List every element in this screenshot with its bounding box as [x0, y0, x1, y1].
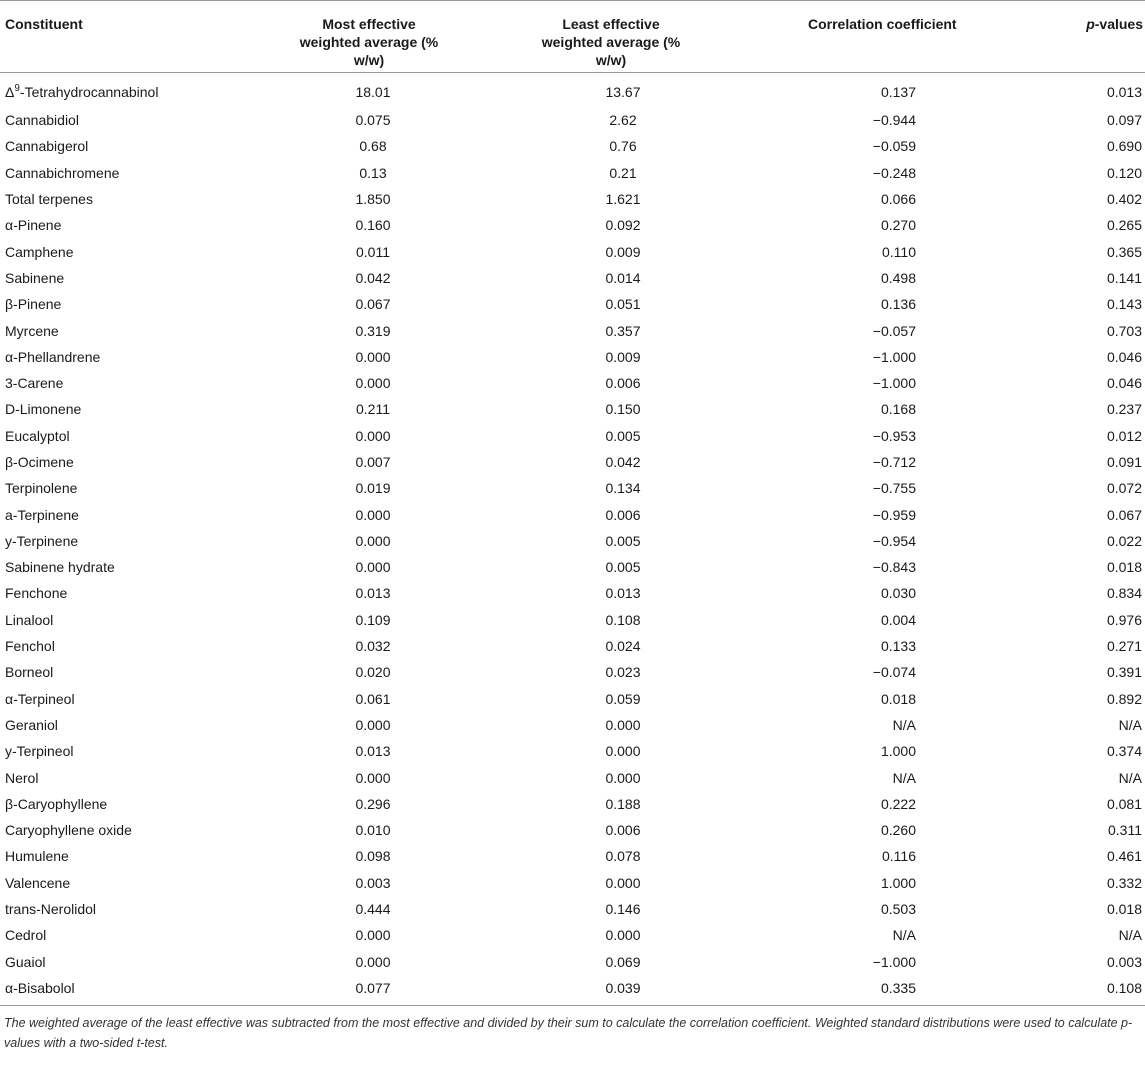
cell-most-effective: 0.003: [355, 874, 391, 891]
cell-p-value: 0.141: [1106, 269, 1142, 286]
cell-constituent: Myrcene: [5, 322, 59, 339]
cell-p-value: 0.013: [1106, 84, 1142, 100]
cell-correlation: 0.116: [882, 848, 916, 865]
cell-p-value: 0.143: [1106, 296, 1142, 313]
cell-constituent: α-Terpineol: [5, 690, 75, 707]
cell-constituent: Camphene: [5, 243, 74, 260]
table-row: [0, 922, 1145, 948]
cell-p-value: 0.046: [1106, 348, 1142, 365]
cell-p-value: 0.237: [1106, 401, 1142, 418]
table-row: [0, 186, 1145, 212]
cell-least-effective: 0.023: [605, 664, 641, 681]
cell-least-effective: 0.000: [605, 716, 641, 733]
cell-least-effective: 2.62: [609, 112, 637, 129]
cell-most-effective: 0.077: [248, 975, 488, 1006]
cell-most-effective: 0.042: [355, 269, 391, 286]
cell-most-effective: 0.075: [355, 112, 391, 129]
cell-constituent: a-Terpinene: [5, 506, 79, 523]
cell-least-effective: 0.024: [605, 638, 641, 655]
cell-correlation: 0.030: [880, 585, 916, 602]
cell-least-effective: 0.009: [605, 243, 641, 260]
cell-most-effective: 0.098: [355, 848, 391, 865]
cell-p-value: 0.018: [1106, 559, 1142, 576]
table-row: [0, 344, 1145, 370]
cell-correlation: 0.270: [880, 217, 916, 234]
table-row: [0, 238, 1145, 264]
table-row: [0, 370, 1145, 396]
table-row: [0, 791, 1145, 817]
cell-constituent: Geraniol: [5, 716, 58, 733]
cell-least-effective: 0.014: [605, 269, 641, 286]
cell-correlation: −0.712: [872, 454, 916, 470]
cell-most-effective: 0.032: [355, 638, 391, 655]
cell-p-value: 0.690: [1106, 138, 1142, 155]
cell-most-effective: 0.13: [359, 164, 387, 181]
cell-correlation: 0.503: [880, 901, 916, 918]
table-row: [0, 817, 1145, 843]
cell-correlation: N/A: [892, 716, 916, 733]
cell-p-value: 0.081: [1106, 795, 1142, 812]
header-correlation: Correlation coefficient: [738, 1, 958, 73]
cell-constituent: Fenchol: [5, 638, 55, 655]
cell-constituent: Eucalyptol: [5, 427, 70, 444]
cell-p-value: 0.108: [958, 975, 1145, 1006]
cell-least-effective: 0.078: [605, 848, 641, 865]
cell-most-effective: 0.296: [355, 795, 391, 812]
cell-most-effective: 0.319: [355, 322, 391, 339]
cell-least-effective: 0.357: [605, 322, 641, 339]
cell-most-effective: 0.000: [355, 427, 391, 444]
cell-least-effective: 0.134: [605, 480, 641, 497]
cell-p-value: 0.271: [1106, 638, 1142, 655]
cell-constituent: α-Pinene: [5, 217, 62, 234]
cell-correlation: 0.498: [880, 269, 916, 286]
cell-constituent: Sabinene: [5, 269, 65, 286]
cell-correlation: 0.168: [880, 401, 916, 418]
cell-constituent: Valencene: [5, 874, 71, 891]
cell-least-effective: 0.009: [605, 348, 641, 365]
cell-most-effective: 0.020: [355, 664, 391, 681]
cell-least-effective: 0.000: [605, 927, 641, 944]
cell-most-effective: 0.000: [355, 769, 391, 786]
cell-constituent: Total terpenes: [5, 191, 93, 208]
table-row: [0, 686, 1145, 712]
table-row: [0, 712, 1145, 738]
cell-correlation: −0.944: [872, 112, 916, 129]
table-row: [0, 949, 1145, 975]
cell-p-value: 0.067: [1106, 506, 1142, 523]
cell-correlation: −0.074: [872, 664, 916, 681]
cell-least-effective: 0.150: [605, 401, 641, 418]
cell-least-effective: 0.005: [605, 532, 641, 549]
cell-constituent: β-Ocimene: [5, 454, 74, 470]
table-row: [0, 764, 1145, 790]
cell-most-effective: 0.010: [355, 822, 391, 839]
cell-constituent: 3-Carene: [5, 375, 64, 392]
cell-p-value: 0.365: [1106, 243, 1142, 260]
table-row: [0, 554, 1145, 580]
cell-correlation: −1.000: [872, 375, 916, 392]
cell-correlation: 0.004: [880, 611, 916, 628]
header-p-values: p-values: [958, 1, 1145, 73]
cell-correlation: 0.260: [880, 822, 916, 839]
cell-least-effective: 13.67: [605, 84, 641, 100]
table-row: [0, 738, 1145, 764]
cell-correlation: −0.057: [872, 322, 916, 339]
cell-constituent: Caryophyllene oxide: [5, 822, 132, 839]
cell-correlation: 0.137: [880, 84, 916, 100]
cell-constituent: β-Pinene: [5, 296, 62, 313]
cell-constituent: Terpinolene: [5, 480, 78, 497]
cell-p-value: 0.046: [1106, 375, 1142, 392]
cell-constituent: α-Bisabolol: [0, 975, 248, 1006]
table-row: [0, 133, 1145, 159]
cell-correlation: 0.018: [880, 690, 916, 707]
cell-least-effective: 0.005: [605, 427, 641, 444]
cell-least-effective: 0.069: [605, 953, 641, 970]
header-row: [0, 1, 1145, 73]
cell-p-value: 0.072: [1106, 480, 1142, 497]
cell-least-effective: 0.092: [605, 217, 641, 234]
cell-least-effective: 0.005: [605, 559, 641, 576]
cell-most-effective: 0.160: [355, 217, 391, 234]
cell-least-effective: 0.059: [605, 690, 641, 707]
cell-constituent: y-Terpinene: [5, 532, 79, 549]
cell-least-effective: 0.013: [605, 585, 641, 602]
cell-correlation: 0.335: [738, 975, 958, 1006]
cell-most-effective: 0.000: [355, 506, 391, 523]
cell-p-value: 0.461: [1106, 848, 1142, 865]
table-row: [0, 843, 1145, 869]
cell-p-value: 0.834: [1106, 585, 1142, 602]
cell-correlation: N/A: [892, 927, 916, 944]
cell-p-value: 0.003: [1106, 953, 1142, 970]
cell-least-effective: 0.006: [605, 506, 641, 523]
cell-most-effective: 0.211: [356, 401, 390, 418]
cell-correlation: −0.843: [872, 559, 916, 576]
table-row: [0, 265, 1145, 291]
table-row: [0, 975, 1145, 1006]
cell-constituent: Guaiol: [5, 953, 46, 970]
cell-least-effective: 0.042: [605, 454, 641, 470]
cell-least-effective: 1.621: [605, 191, 641, 208]
table-footnote: The weighted average of the least effective was subtracted from the most effective and divided by their sum to calculate the correlation coefficient. Weighted standard distributions were used to calculate p-values with a two-sided t-test.: [4, 1016, 1133, 1051]
table-row: [0, 160, 1145, 186]
cell-most-effective: 0.000: [355, 348, 391, 365]
cell-least-effective: 0.188: [605, 795, 641, 812]
cell-constituent: Humulene: [5, 848, 69, 865]
cell-least-effective: 0.000: [605, 769, 641, 786]
cell-least-effective: 0.006: [605, 375, 641, 392]
cell-p-value: 0.097: [1106, 112, 1142, 129]
table-row: [0, 475, 1145, 501]
table-row: [0, 396, 1145, 422]
cell-p-value: 0.022: [1106, 532, 1142, 549]
cell-p-value: 0.265: [1106, 217, 1142, 234]
cell-p-value: 0.976: [1106, 611, 1142, 628]
table-row: [0, 896, 1145, 922]
cell-most-effective: 0.013: [355, 743, 391, 760]
cell-constituent: Nerol: [5, 769, 39, 786]
cell-correlation: 1.000: [880, 874, 916, 891]
header-most-effective: Most effective weighted average (% w/w): [248, 1, 488, 73]
cell-correlation: −0.954: [872, 532, 916, 549]
cell-constituent: trans-Nerolidol: [5, 901, 97, 918]
table-row: [0, 73, 1145, 108]
cell-least-effective: 0.051: [605, 296, 641, 313]
cell-most-effective: 0.013: [355, 585, 391, 602]
cell-least-effective: 0.006: [605, 822, 641, 839]
cell-correlation: 1.000: [880, 743, 916, 760]
cell-least-effective: 0.21: [609, 164, 637, 181]
cell-correlation: −0.755: [872, 480, 916, 497]
cell-most-effective: 0.000: [355, 953, 391, 970]
cell-most-effective: 1.850: [355, 191, 391, 208]
cell-correlation: −0.953: [872, 427, 916, 444]
cell-p-value: N/A: [1118, 769, 1142, 786]
cell-least-effective: 0.000: [605, 874, 641, 891]
table-row: [0, 659, 1145, 685]
cell-least-effective: 0.039: [488, 975, 738, 1006]
table-row: [0, 501, 1145, 527]
cell-p-value: 0.391: [1106, 664, 1142, 681]
cell-p-value: 0.091: [1106, 454, 1142, 470]
cell-most-effective: 0.007: [355, 454, 391, 470]
cell-constituent: Fenchone: [5, 585, 68, 602]
table-row: [0, 423, 1145, 449]
table-row: [0, 607, 1145, 633]
cell-correlation: −1.000: [872, 348, 916, 365]
cell-correlation: 0.133: [880, 638, 916, 655]
cell-p-value: 0.012: [1106, 427, 1142, 444]
table-row: [0, 107, 1145, 133]
cell-p-value: 0.311: [1108, 822, 1142, 839]
cell-most-effective: 0.019: [355, 480, 391, 497]
cell-most-effective: 0.000: [355, 716, 391, 733]
cell-p-value: N/A: [1118, 927, 1142, 944]
cell-most-effective: 0.067: [355, 296, 391, 313]
cell-correlation: 0.222: [880, 795, 916, 812]
table-row: [0, 870, 1145, 896]
table-row: [0, 528, 1145, 554]
cell-most-effective: 0.109: [355, 611, 391, 628]
cell-correlation: −0.059: [872, 138, 916, 155]
cell-constituent: Linalool: [5, 611, 54, 628]
cell-most-effective: 0.000: [355, 927, 391, 944]
cell-p-value: 0.374: [1106, 743, 1142, 760]
cell-correlation: 0.136: [880, 296, 916, 313]
cell-most-effective: 0.061: [355, 690, 391, 707]
cell-correlation: −1.000: [872, 953, 916, 970]
cell-constituent: β-Caryophyllene: [5, 795, 108, 812]
table-row: [0, 449, 1145, 475]
cell-constituent: y-Terpineol: [5, 743, 74, 760]
cell-p-value: N/A: [1118, 716, 1142, 733]
cell-most-effective: 0.68: [359, 138, 387, 155]
table-row: [0, 317, 1145, 343]
cell-constituent: Cannabichromene: [5, 164, 120, 181]
cell-p-value: 0.703: [1106, 322, 1142, 339]
table-header: [0, 1, 1145, 73]
cell-correlation: 0.110: [882, 243, 916, 260]
table-body: [0, 73, 1145, 1006]
table-row: [0, 633, 1145, 659]
cell-p-value: 0.120: [1106, 164, 1142, 181]
cell-correlation: −0.248: [872, 164, 916, 181]
cell-correlation: −0.959: [872, 506, 916, 523]
cell-constituent: Cannabidiol: [5, 112, 79, 129]
cell-most-effective: 0.000: [355, 375, 391, 392]
cell-constituent: Borneol: [5, 664, 54, 681]
cell-p-value: 0.018: [1106, 901, 1142, 918]
table-row: [0, 291, 1145, 317]
cell-most-effective: 18.01: [355, 84, 391, 100]
cell-constituent: α-Phellandrene: [5, 348, 101, 365]
cell-correlation: N/A: [892, 769, 916, 786]
cell-p-value: 0.402: [1106, 191, 1142, 208]
table-row: [0, 212, 1145, 238]
cell-least-effective: 0.146: [605, 901, 641, 918]
cell-least-effective: 0.76: [609, 138, 637, 155]
header-least-effective: Least effective weighted average (% w/w): [488, 1, 738, 73]
cell-constituent: Cedrol: [5, 927, 47, 944]
table-row: [0, 580, 1145, 606]
cell-correlation: 0.066: [880, 191, 916, 208]
cell-least-effective: 0.000: [605, 743, 641, 760]
cell-p-value: 0.332: [1106, 874, 1142, 891]
cell-p-value: 0.892: [1106, 690, 1142, 707]
cell-most-effective: 0.444: [355, 901, 391, 918]
cell-most-effective: 0.000: [355, 559, 391, 576]
cell-least-effective: 0.108: [605, 611, 641, 628]
cell-constituent: Sabinene hydrate: [5, 559, 115, 576]
cell-most-effective: 0.000: [355, 532, 391, 549]
cell-constituent: D-Limonene: [5, 401, 82, 418]
cell-constituent: Cannabigerol: [5, 138, 89, 155]
cell-most-effective: 0.011: [356, 243, 390, 260]
cell-constituent: $\Delta^9$-Tetrahydrocannabinol: [5, 83, 159, 100]
header-constituent: Constituent: [0, 1, 248, 73]
